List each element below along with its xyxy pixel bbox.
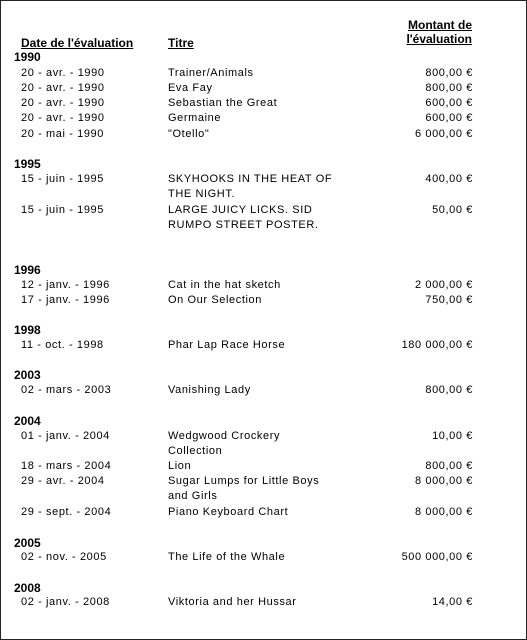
valuation-date: 29 - avr. - 2004	[21, 475, 105, 487]
valuation-title: Viktoria and her Hussar	[168, 596, 297, 608]
valuation-date: 20 - avr. - 1990	[21, 67, 105, 79]
valuation-amount: 2 000,00 €	[415, 279, 473, 291]
valuation-date: 02 - janv. - 2008	[21, 596, 110, 608]
column-header-amount	[361, 18, 472, 46]
valuation-date: 15 - juin - 1995	[21, 173, 104, 185]
valuation-date: 18 - mars - 2004	[21, 460, 112, 472]
year-heading: 2003	[14, 368, 41, 382]
valuation-title: "Otello"	[168, 128, 210, 140]
year-heading: 2005	[14, 536, 41, 550]
valuation-date: 29 - sept. - 2004	[21, 506, 112, 518]
column-header-amount-line2: l'évaluation	[406, 32, 472, 46]
valuation-date: 17 - janv. - 1996	[21, 294, 110, 306]
valuation-amount: 800,00 €	[425, 82, 473, 94]
valuation-title: Sebastian the Great	[168, 97, 278, 109]
valuation-title: Germaine	[168, 112, 222, 124]
valuation-amount: 10,00 €	[432, 430, 473, 442]
valuation-date: 12 - janv. - 1996	[21, 279, 110, 291]
valuation-date: 15 - juin - 1995	[21, 204, 104, 216]
year-heading: 1998	[14, 323, 41, 337]
valuation-date: 20 - avr. - 1990	[21, 97, 105, 109]
valuation-title: Eva Fay	[168, 82, 213, 94]
valuation-title: Vanishing Lady	[168, 384, 251, 396]
valuation-amount: 14,00 €	[432, 596, 473, 608]
valuation-amount: 800,00 €	[425, 67, 473, 79]
valuation-amount: 180 000,00 €	[401, 339, 473, 351]
valuation-amount: 750,00 €	[425, 294, 473, 306]
valuation-amount: 50,00 €	[432, 204, 473, 216]
year-heading: 1995	[14, 157, 41, 171]
valuation-title: LARGE JUICY LICKS. SID RUMPO STREET POSTER.	[168, 204, 319, 231]
valuation-amount: 600,00 €	[425, 112, 473, 124]
valuation-date: 20 - mai - 1990	[21, 128, 104, 140]
valuation-title: Wedgwood Crockery Collection	[168, 430, 281, 457]
valuation-title: The Life of the Whale	[168, 551, 286, 563]
valuation-amount: 8 000,00 €	[415, 475, 473, 487]
valuation-title: On Our Selection	[168, 294, 262, 306]
year-heading: 2004	[14, 414, 41, 428]
valuation-date: 20 - avr. - 1990	[21, 112, 105, 124]
year-heading: 1990	[14, 50, 41, 64]
valuation-title: SKYHOOKS IN THE HEAT OF THE NIGHT.	[168, 173, 333, 200]
valuation-amount: 400,00 €	[425, 173, 473, 185]
valuation-title: Sugar Lumps for Little Boys and Girls	[168, 475, 320, 502]
column-header-title: Titre	[168, 36, 194, 50]
valuation-amount: 500 000,00 €	[401, 551, 473, 563]
valuation-title: Piano Keyboard Chart	[168, 506, 289, 518]
year-heading: 2008	[14, 581, 41, 595]
valuation-date: 02 - mars - 2003	[21, 384, 112, 396]
valuation-title: Lion	[168, 460, 192, 472]
year-heading: 1996	[14, 263, 41, 277]
column-header-date: Date de l'évaluation	[21, 36, 134, 50]
valuation-date: 01 - janv. - 2004	[21, 430, 110, 442]
valuation-date: 02 - nov. - 2005	[21, 551, 107, 563]
valuation-title: Phar Lap Race Horse	[168, 339, 286, 351]
valuation-date: 20 - avr. - 1990	[21, 82, 105, 94]
valuation-amount: 600,00 €	[425, 97, 473, 109]
valuation-title: Trainer/Animals	[168, 67, 254, 79]
column-header-amount-line1: Montant de	[408, 18, 472, 32]
valuation-title: Cat in the hat sketch	[168, 279, 281, 291]
valuation-amount: 800,00 €	[425, 384, 473, 396]
valuation-amount: 8 000,00 €	[415, 506, 473, 518]
valuation-amount: 6 000,00 €	[415, 128, 473, 140]
valuation-date: 11 - oct. - 1998	[21, 339, 104, 351]
valuation-amount: 800,00 €	[425, 460, 473, 472]
